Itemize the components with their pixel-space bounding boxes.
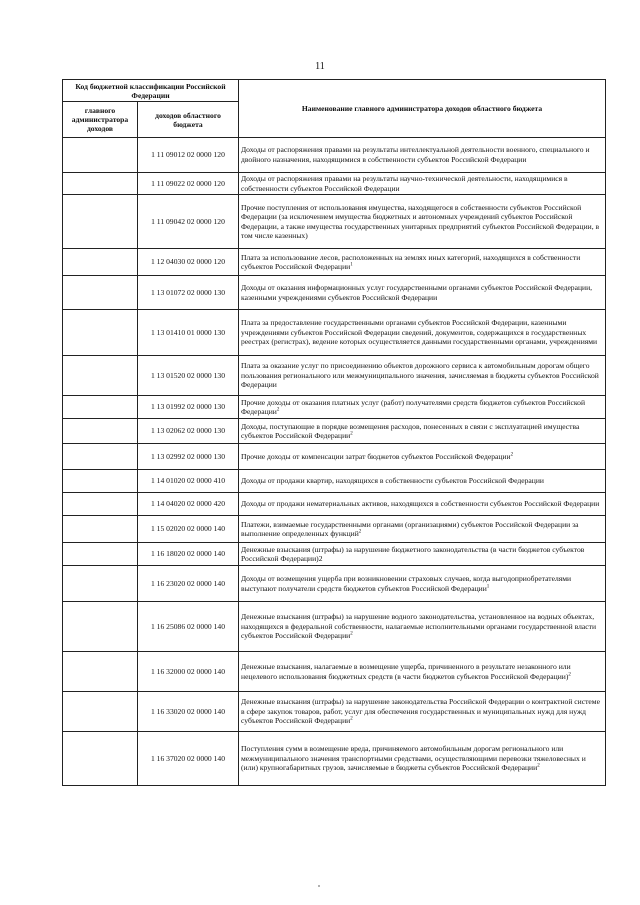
income-code-cell: 1 11 09022 02 0000 120 <box>138 173 239 195</box>
admin-code-cell <box>63 602 138 652</box>
admin-code-cell <box>63 356 138 396</box>
income-code-cell: 1 16 25086 02 0000 140 <box>138 602 239 652</box>
income-code-cell: 1 15 02020 02 0000 140 <box>138 516 239 543</box>
table-row <box>63 470 606 493</box>
table-row <box>63 493 606 516</box>
table-row <box>63 692 606 732</box>
income-code-cell: 1 16 33020 02 0000 140 <box>138 692 239 732</box>
table-row <box>63 249 606 276</box>
income-name-cell <box>239 310 606 356</box>
income-code-cell: 1 12 04030 02 0000 120 <box>138 249 239 276</box>
income-name-cell <box>239 493 606 516</box>
footnote-mark: 2 <box>537 763 540 769</box>
header-name-column: Наименование главного администратора доходов областного бюджета <box>239 80 606 138</box>
table-row <box>63 419 606 444</box>
admin-code-cell <box>63 444 138 470</box>
income-name-cell <box>239 356 606 396</box>
income-name-cell <box>239 692 606 732</box>
income-code-cell: 1 13 02992 02 0000 130 <box>138 444 239 470</box>
table-row <box>63 356 606 396</box>
income-name-cell <box>239 444 606 470</box>
income-code-cell: 1 13 01520 02 0000 130 <box>138 356 239 396</box>
income-code-cell: 1 16 23020 02 0000 140 <box>138 566 239 602</box>
income-name-text: Доходы от распоряжения правами на результаты научно-технической деятельности, находящимися в собственности субъектов Российской Федерации <box>241 174 568 193</box>
income-code-cell: 1 14 04020 02 0000 420 <box>138 493 239 516</box>
income-name-text: Доходы от распоряжения правами на результаты интеллектуальной деятельности военного, специального и двойного назначения, находящимися в собственности субъектов Российской Федерации <box>241 145 590 164</box>
income-name-cell <box>239 195 606 249</box>
income-code-cell: 1 16 37020 02 0000 140 <box>138 732 239 786</box>
admin-code-cell <box>63 566 138 602</box>
table-row <box>63 444 606 470</box>
income-name-cell <box>239 173 606 195</box>
footnote-mark: 2 <box>276 407 280 413</box>
table-row <box>63 138 606 173</box>
table-row <box>63 732 606 786</box>
income-name-text: Прочие поступления от использования имущества, находящегося в собственности субъектов Российской Федерации (за исключением имущества бюджетных и автономных учреждений субъектов Российской Федерации, а также имущества государственных унитарных предприятий субъектов Российской Федерации, в том числе казенных) <box>241 202 600 241</box>
footnote-mark: 2 <box>358 529 362 535</box>
admin-code-cell <box>63 138 138 173</box>
income-name-cell <box>239 249 606 276</box>
footnote-mark: 1 <box>350 262 353 268</box>
table-row <box>63 602 606 652</box>
table-row <box>63 543 606 566</box>
admin-code-cell <box>63 652 138 692</box>
table-row <box>63 516 606 543</box>
income-name-text: Прочие доходы от компенсации затрат бюджетов субъектов Российской Федерации <box>241 451 511 461</box>
table-row <box>63 396 606 419</box>
income-name-text: Плата за предоставление государственными органами субъектов Российской Федерации, казенными учреждениями субъектов Российской Федерации сведений, документов, содержащихся в государственных реестрах (регистрах), ведение которых осуществляется данными государственными органами, учреждениями <box>241 318 598 347</box>
admin-code-cell <box>63 276 138 310</box>
income-code-cell: 1 11 09012 02 0000 120 <box>138 138 239 173</box>
admin-code-cell <box>63 173 138 195</box>
income-name-text: Денежные взыскания (штрафы) за нарушение водного законодательства, установленное на водных объектах, находящихся в федеральной собственности, налагаемые исполнительными органами государственной власти субъектов Российской Федерации <box>241 612 597 641</box>
income-code-cell: 1 13 01072 02 0000 130 <box>138 276 239 310</box>
income-name-text: Плата за оказание услуг по присоединению объектов дорожного сервиса к автомобильным дорогам общего пользования регионального или межмуниципального значения, зачисляемая в бюджеты субъектов Российской Федерации <box>241 361 599 390</box>
income-name-cell <box>239 276 606 310</box>
footnote-mark: 2 <box>350 431 353 437</box>
income-name-text: Доходы от оказания информационных услуг государственными органами субъектов Российской Федерации, казенными учреждениями субъектов Российской Федерации <box>241 283 593 302</box>
admin-code-cell <box>63 419 138 444</box>
income-name-cell <box>239 543 606 566</box>
table-row <box>63 195 606 249</box>
admin-code-cell <box>63 249 138 276</box>
table-row <box>63 173 606 195</box>
income-name-cell <box>239 419 606 444</box>
table-row <box>63 652 606 692</box>
page-number: 11 <box>315 61 325 72</box>
income-name-text: Денежные взыскания (штрафы) за нарушение законодательства Российской Федерации о контрактной системе в сфере закупок товаров, работ, услуг для обеспечения государственных и муниципальных нужд для нужд субъектов Российской Федерации <box>241 697 600 726</box>
income-name-cell <box>239 396 606 419</box>
admin-code-cell <box>63 692 138 732</box>
income-name-text: Доходы, поступающие в порядке возмещения расходов, понесенных в связи с эксплуатацией имущества субъектов Российской Федерации <box>241 421 580 441</box>
footnote-mark: 2 <box>510 452 514 458</box>
admin-code-cell <box>63 310 138 356</box>
income-code-cell: 1 13 02062 02 0000 130 <box>138 419 239 444</box>
income-name-cell <box>239 516 606 543</box>
income-name-text: Доходы от продажи квартир, находящихся в собственности субъектов Российской Федерации <box>241 476 544 486</box>
income-code-cell: 1 11 09042 02 0000 120 <box>138 195 239 249</box>
income-code-cell: 1 13 01410 01 0000 130 <box>138 310 239 356</box>
header-code-column: доходов областного бюджета <box>138 102 239 138</box>
income-code-cell: 1 16 32000 02 0000 140 <box>138 652 239 692</box>
admin-code-cell <box>63 543 138 566</box>
table-row <box>63 276 606 310</box>
admin-code-cell <box>63 732 138 786</box>
page-speck <box>318 885 320 887</box>
footnote-mark: 2 <box>350 631 353 637</box>
admin-code-cell <box>63 396 138 419</box>
income-name-text: Доходы от продажи нематериальных активов, находящихся в собственности субъектов Российской Федерации <box>241 499 600 509</box>
income-name-text: Доходы от возмещения ущерба при возникновении страховых случаев, когда выгодоприобретателями выступают получатели средств бюджетов субъектов Российской Федерации <box>241 574 572 593</box>
budget-classification-table <box>62 79 606 786</box>
income-name-cell <box>239 652 606 692</box>
footnote-mark: 2 <box>350 716 353 722</box>
admin-code-cell <box>63 470 138 493</box>
table-row <box>63 566 606 602</box>
income-name-text: Плата за использование лесов, расположенных на землях иных категорий, находящихся в собственности субъектов Российской Федерации <box>241 252 581 272</box>
income-name-text: Поступления сумм в возмещение вреда, причиняемого автомобильным дорогам регионального или межмуниципального значения транспортными средствами, осуществляющими перевозки тяжеловесных и (или) крупногабаритных грузов, зачисляемые в бюджеты субъектов Российской Федерации <box>241 744 586 773</box>
income-name-cell <box>239 732 606 786</box>
header-admin-column: главного администратора доходов <box>63 102 138 138</box>
income-name-cell <box>239 566 606 602</box>
income-code-cell: 1 16 18020 02 0000 140 <box>138 543 239 566</box>
income-name-cell <box>239 602 606 652</box>
income-name-text: Платежи, взимаемые государственными органами (организациями) субъектов Российской Федерации за выполнение определенных функций <box>241 519 579 539</box>
admin-code-cell <box>63 493 138 516</box>
footnote-mark: 2 <box>568 672 571 678</box>
income-name-cell <box>239 470 606 493</box>
table-row <box>63 310 606 356</box>
admin-code-cell <box>63 516 138 543</box>
income-name-text: Денежные взыскания, налагаемые в возмещение ущерба, причиненного в результате незаконного или нецелевого использования бюджетных средств (в части бюджетов субъектов Российской Федерации) <box>241 662 571 681</box>
income-code-cell: 1 14 01020 02 0000 410 <box>138 470 239 493</box>
income-name-text: Денежные взыскания (штрафы) за нарушение бюджетного законодательства (в части бюджетов субъектов Российской Федерации)2 <box>241 544 585 564</box>
income-code-cell: 1 13 01992 02 0000 130 <box>138 396 239 419</box>
header-classification-group: Код бюджетной классификации Российской Федерации <box>63 80 239 102</box>
footnote-mark: 1 <box>486 584 490 590</box>
admin-code-cell <box>63 195 138 249</box>
income-name-text: Прочие доходы от оказания платных услуг (работ) получателями средств бюджетов субъектов Российской Федерации <box>241 397 586 417</box>
income-name-cell <box>239 138 606 173</box>
